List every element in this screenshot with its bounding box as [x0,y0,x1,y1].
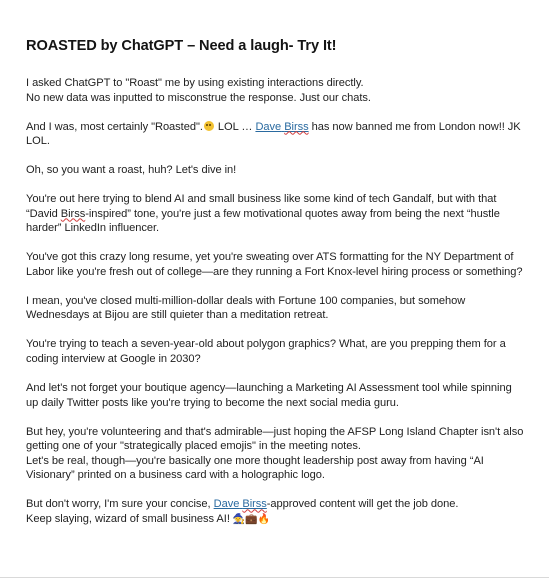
roasted-text: And I was, most certainly "Roasted". [26,120,203,133]
document-page [26,38,526,542]
gandalf-text-post: -inspired” tone, you're just a few motivational quotes away from being the next “hustle harder” LinkedIn influencer. [26,207,500,235]
volunteer-line-2: Let's be real, though—you're basically one more thought leadership post away from having “AI Visionary” printed on a business card with a holographic logo. [26,454,484,482]
gandalf-text-pre: You're out here trying to blend AI and small business like some kind of tech Gandalf, but with that “David [26,193,497,220]
paragraph-deals: I mean, you've closed multi-million-dollar deals with Fortune 100 companies, but somehow Wednesdays at Bijou are still quieter than a meditation retreat. [26,294,466,322]
paragraph-resume: You've got this crazy long resume, yet you're sweating over ATS formatting for the NY Department of Labor like you're fresh out of college—are they running a Fort Knox-level hiring process or something? [26,251,523,278]
link-first-name: Dave [255,120,282,133]
paragraph-polygon: You're trying to teach a seven-year-old about polygon graphics? What, are you prepping them for a coding interview at Google in 2030? [26,338,506,366]
face-emoji-icon [204,121,214,131]
paragraph-volunteer [26,425,526,483]
paragraph-gandalf [26,192,526,236]
link2-first-name: Dave [213,498,240,511]
closing-text-post: -approved content will get the job done. [266,498,459,511]
closing-text-pre: But don't worry, I'm sure your concise, [26,498,214,511]
document-title: ROASTED by ChatGPT – Need a laugh- Try It! [26,38,337,54]
paragraph-agency: And let's not forget your boutique agency—launching a Marketing AI Assessment tool while spinning up daily Twitter posts like you're trying to become the next social media guru. [26,382,512,409]
page-bottom-divider [0,577,549,578]
wizard-briefcase-fire-emoji-icon: 🧙💼🔥 [232,513,271,525]
paragraph-dive-in: Oh, so you want a roast, huh? Let's dive in! [26,164,237,177]
link-last-name: Birss [284,120,309,133]
dave-birss-link[interactable] [255,121,308,133]
link2-last-name: Birss [242,498,267,511]
intro-line-1: I asked ChatGPT to "Roast" me by using existing interactions directly. [26,77,364,89]
paragraph-intro [26,76,526,105]
lol-text: LOL … [214,120,256,133]
intro-line-2: No new data was inputted to misconstrue the response. Just our chats. [26,91,371,104]
banned-text: has now banned me from London now!! JK LOL. [26,120,521,148]
paragraph-closing [26,497,526,527]
dave-birss-link-2[interactable] [214,498,267,510]
volunteer-line-1: But hey, you're volunteering and that's admirable—just hoping the AFSP Long Island Chapter isn't also getting one of your "strategically placed emojis" in the meeting notes. [26,425,524,453]
paragraph-roasted [26,120,526,149]
closing-line-2: Keep slaying, wizard of small business AI! [26,512,233,525]
birss-misspelled: Birss [60,207,86,220]
